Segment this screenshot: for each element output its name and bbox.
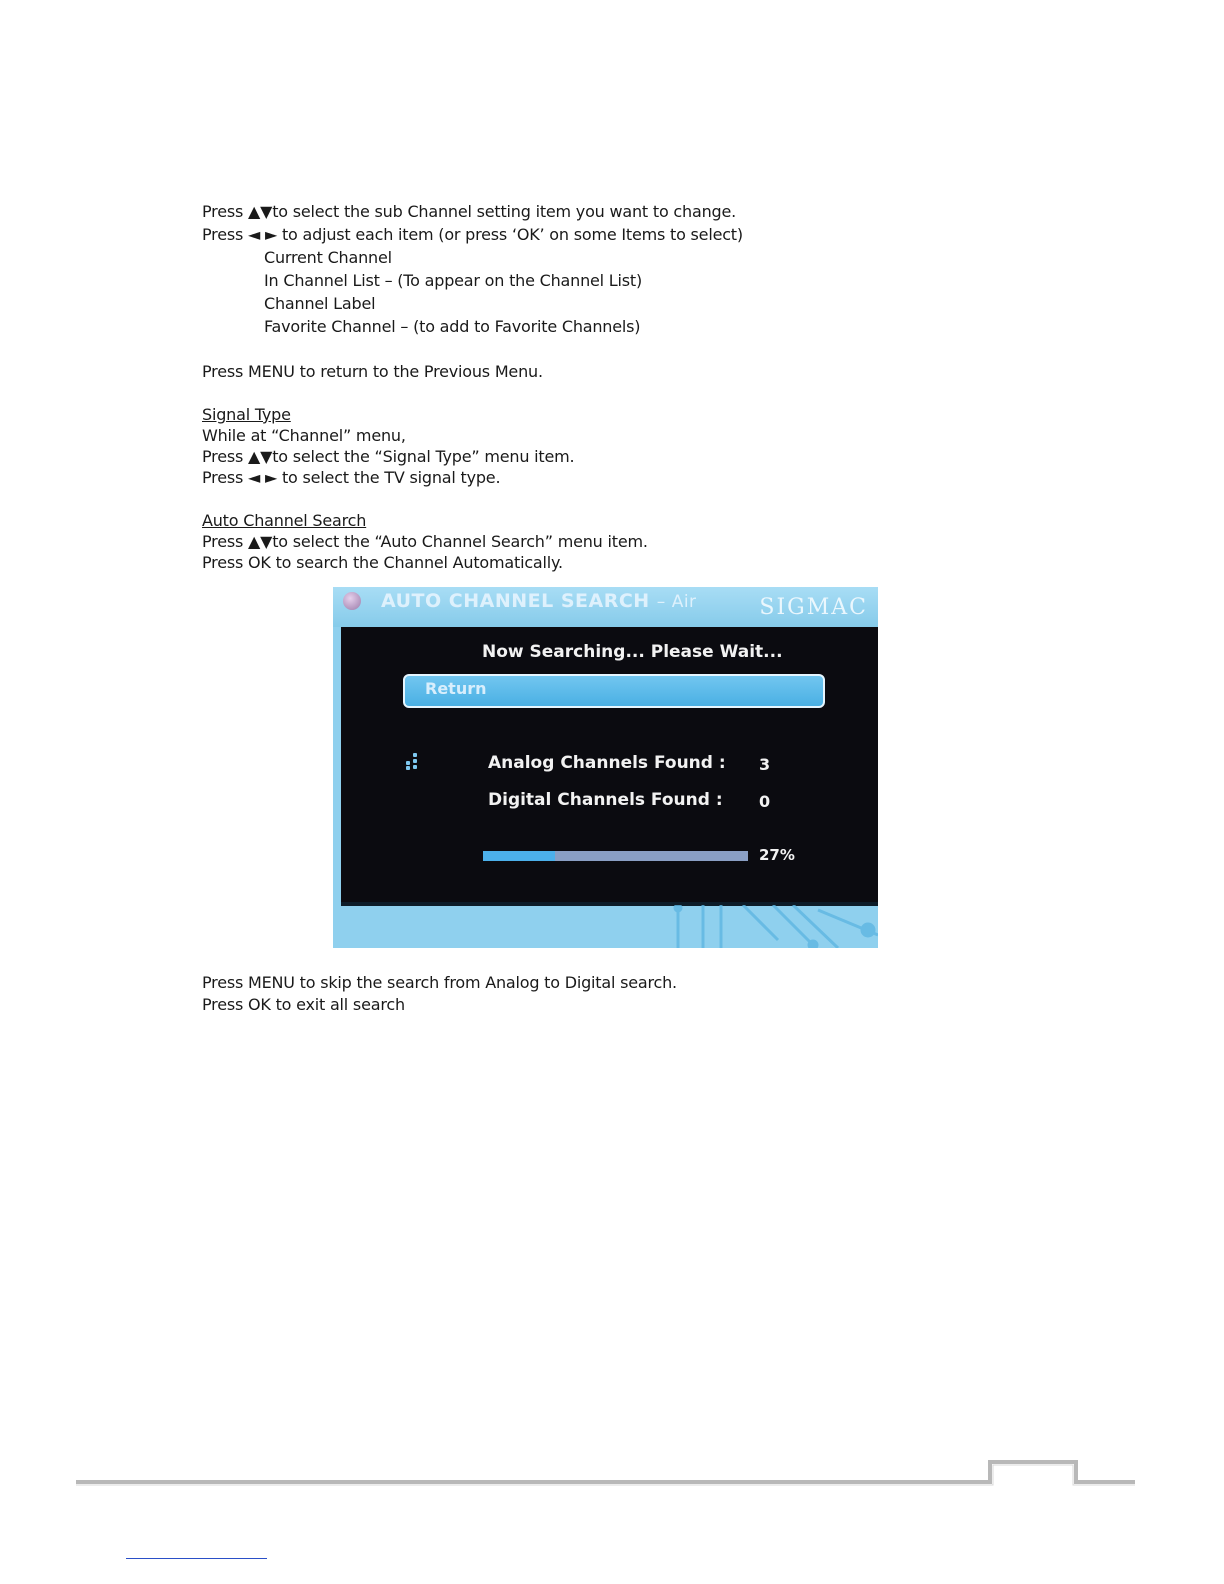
return-label: Return [425,679,487,698]
digital-channels-label: Digital Channels Found : [488,790,723,810]
digital-channels-value: 0 [759,792,771,811]
instruction-adjust-item: Press ◄ ► to adjust each item (or press ‘OK’ on some Items to select) [202,225,743,244]
instruction-skip-search: Press MENU to skip the search from Analog to Digital search. [202,973,677,992]
sub-item-in-channel-list: In Channel List – (To appear on the Channel List) [264,271,643,290]
tv-screenshot [333,587,878,948]
instruction-select-item: Press ▲▼to select the sub Channel setting item you want to change. [202,202,736,221]
search-status: Now Searching... Please Wait... [482,642,783,662]
search-progress-fill [483,851,555,861]
instruction-return-menu: Press MENU to return to the Previous Menu. [202,362,543,381]
signal-type-heading: Signal Type [202,405,291,424]
scanning-icon [403,753,423,771]
signal-type-line: Press ▲▼to select the “Signal Type” menu item. [202,447,575,466]
circuit-decoration-icon [663,905,878,948]
search-progress-bar [483,851,748,861]
auto-search-heading: Auto Channel Search [202,511,367,530]
search-panel [341,627,878,906]
menu-bullet-icon [343,592,361,610]
auto-search-line: Press OK to search the Channel Automatically. [202,553,563,572]
analog-channels-label: Analog Channels Found : [488,753,726,773]
tv-title [381,590,697,612]
footer-link-underline[interactable] [126,1558,267,1559]
sub-item-channel-label: Channel Label [264,294,376,313]
sub-item-favorite-channel: Favorite Channel – (to add to Favorite Channels) [264,317,641,336]
signal-type-line: While at “Channel” menu, [202,426,406,445]
auto-search-line: Press ▲▼to select the “Auto Channel Search” menu item. [202,532,648,551]
tv-title-suffix: – Air [656,592,697,612]
analog-channels-value: 3 [759,755,771,774]
tv-header [333,587,878,627]
signal-type-line: Press ◄ ► to select the TV signal type. [202,468,501,487]
sub-item-current-channel: Current Channel [264,248,392,267]
brand-logo: SIGMAC [759,595,868,620]
return-button[interactable] [403,674,825,708]
instruction-exit-search: Press OK to exit all search [202,995,405,1014]
search-progress-label: 27% [759,846,795,864]
tv-title-text: AUTO CHANNEL SEARCH [381,590,650,612]
